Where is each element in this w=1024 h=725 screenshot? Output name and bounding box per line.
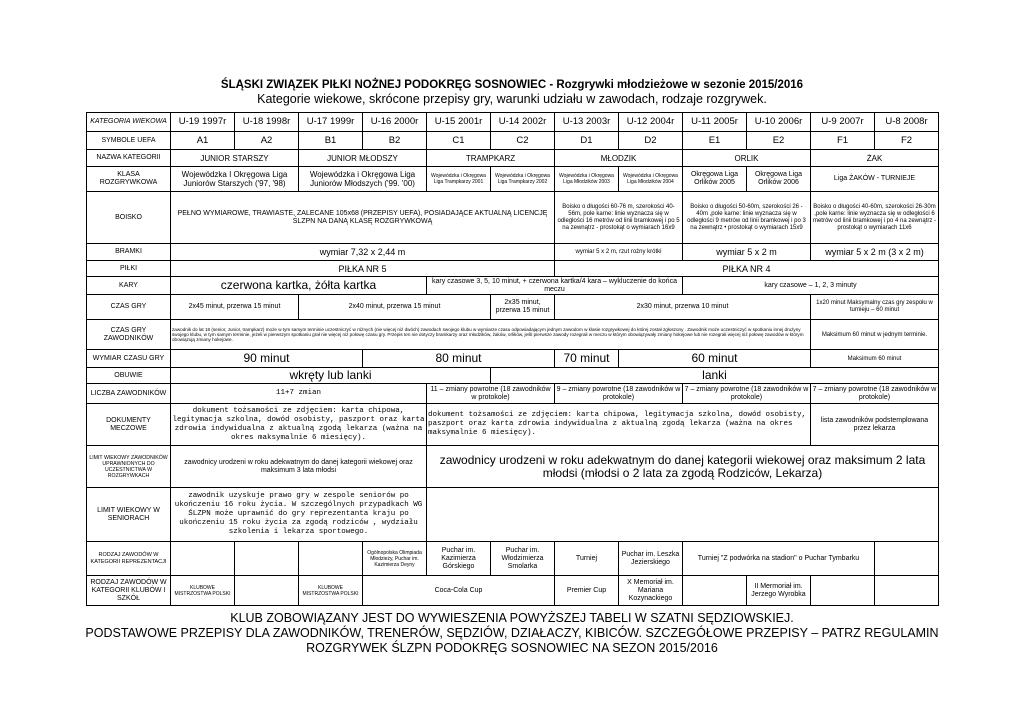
row-label: BRAMKI [87, 244, 171, 261]
czas-gry-cell: 2x45 minut, przerwa 15 minut [171, 295, 299, 320]
symbol-cell: F1 [811, 132, 875, 150]
czas-zawodnikow-cell: zawodnik do lat 18 (senior, Junior, trampkarz) może w tym samym terminie uczestniczyć w różnych (nie więcej niż dwóch) zawodach swojego klubu w wymiarze czasu odpowiadającym jednym zawodom w klasie rozgrywkowej do której został zgłoszony . Zawodnik może uczestniczyć w spotkaniu innej drużyny swojego klubu, w tym samym terminie, jeżeli w pierwszym spotkaniu grał nie więcej niż połowę czasu gry. Przepis ten nie dotyczy bramkarzy oraz młodzików, żaków, orlików, jeśli pierwsze zawody rozegrali w meczu w którym obowiązywały zmiany hokejowe lub nie rozegrali więcej niż połowę zawodów w którym obowiązują zmiany hokejowe. [171, 320, 811, 350]
row-label: LIMIT WIEKOWY W SENIORACH [87, 488, 171, 542]
bramki-cell: wymiar 7,32 x 2,44 m [171, 244, 555, 261]
klasa-cell: Okręgowa Liga Orlików 2005 [683, 167, 747, 192]
category-cell: U-19 1997r [171, 113, 235, 132]
category-cell: U-11 2005r [683, 113, 747, 132]
row-kary [87, 277, 939, 295]
boisko-cell: Boisko o długości 50-60m, szerokości 26 - 40m ,pole karne: linie wyznacza się w odległości 9 metrów od linii bramkowej i po 3 na zewnątrz • prostokąt o wymiarach 15x9 [683, 192, 811, 244]
category-cell: U-9 2007r [811, 113, 875, 132]
row-czas-gry [87, 295, 939, 320]
row-nazwa [87, 150, 939, 167]
row-liczba [87, 384, 939, 404]
symbol-cell: E1 [683, 132, 747, 150]
row-label: KATEGORIA WIEKOWA [87, 113, 171, 132]
klasa-cell: Wojewódzka i Okręgowa Liga Juniorów Młodszych ('99. '00) [299, 167, 427, 192]
symbol-cell: A1 [171, 132, 235, 150]
czas-gry-cell: 2x35 minut, przerwa 15 minut [491, 295, 555, 320]
category-name: ORLIK [683, 150, 811, 167]
category-name: JUNIOR MŁODSZY [299, 150, 427, 167]
symbol-cell: C2 [491, 132, 555, 150]
category-cell: U-14 2002r [491, 113, 555, 132]
symbol-cell: C1 [427, 132, 491, 150]
rules-table [86, 112, 939, 606]
row-label: RODZAJ ZAWODÓW W KATEGORII REPREZENTACJI [87, 542, 171, 576]
page-title: ŚLĄSKI ZWIĄZEK PIŁKI NOŻNEJ PODOKRĘG SOSNOWIEC - Rozgrywki młodzieżowe w sezonie 2015/2016 [220, 79, 804, 91]
category-name: JUNIOR STARSZY [171, 150, 299, 167]
row-label: SYMBOLE UEFA [87, 132, 171, 150]
row-symbole [87, 132, 939, 150]
wymiar-cell: 90 minut [171, 350, 363, 368]
category-cell: U-12 2004r [619, 113, 683, 132]
row-label: BOISKO [87, 192, 171, 244]
symbol-cell: B2 [363, 132, 427, 150]
document-heading [0, 78, 1024, 107]
boisko-cell: Boisko o długości 40-60m, szerokości 26-30m ,pole karne: linie wyznacza się w odległości 6 metrów od linii bramkowej i po 4 na zewnątrz - prostokąt o wymiarach 11x6 [811, 192, 939, 244]
dokumenty-cell: dokument tożsamości ze zdjęciem: karta chipowa, legitymacja szkolna, dowód osobisty, paszport oraz karta zdrowia indywidualna z aktualną zgodą lekarza (ważna na okres maksymalnie 6 miesięcy). [427, 404, 811, 446]
rodzaj-klub-cell: X Memoriał im. Mariana Kozynackiego [619, 576, 683, 606]
row-label: KLASA ROZGRYWKOWA [87, 167, 171, 192]
czas-gry-cell: 2x30 minut, przerwa 10 minut [555, 295, 811, 320]
category-name: ŻAK [811, 150, 939, 167]
czas-zawodnikow-cell: Maksimum 60 minut w jednym terminie. [811, 320, 939, 350]
rodzaj-kat-cell: Puchar im. Włodzimierza Smolarka [491, 542, 555, 576]
liczba-cell: 9 – zmiany powrotne (18 zawodników w protokole) [555, 384, 683, 404]
symbol-cell: A2 [235, 132, 299, 150]
row-limit [87, 446, 939, 488]
symbol-cell: D2 [619, 132, 683, 150]
liczba-cell: 7 – zmiany powrotne (18 zawodników w protokole) [811, 384, 939, 404]
klasa-cell: Okręgowa Liga Orlików 2006 [747, 167, 811, 192]
category-cell: U-13 2003r [555, 113, 619, 132]
category-name: TRAMPKARZ [427, 150, 555, 167]
seniorzy-cell: zawodnik uzyskuje prawo gry w zespole seniorów po ukończeniu 16 roku życia. W szczególnych przypadkach WG ŚLZPN może uprawnić do gry reprezentanta kraju po ukończeniu 15 roku życia za zgodą rodziców , wydziału szkolenia i lekarza sportowego. [171, 488, 427, 542]
wymiar-cell: 60 minut [619, 350, 811, 368]
czas-gry-cell: 1x20 minut Maksymalny czas gry zespołu w turnieju – 60 minut [811, 295, 939, 320]
bramki-cell: wymiar 5 x 2 m [683, 244, 811, 261]
row-kategoria [87, 113, 939, 132]
wymiar-cell: 80 minut [363, 350, 555, 368]
row-label: CZAS GRY [87, 295, 171, 320]
empty-cell [683, 576, 747, 606]
row-label: CZAS GRY ZAWODNIKÓW [87, 320, 171, 350]
category-cell: U-10 2006r [747, 113, 811, 132]
category-cell: U-18 1998r [235, 113, 299, 132]
row-label: OBUWIE [87, 368, 171, 384]
klasa-cell: Wojewódzka i Okręgowa Liga Trampkarzy 2002 [491, 167, 555, 192]
category-name: MŁODZIK [555, 150, 683, 167]
klasa-cell: Wojewódzka i Okręgowa Liga Młodzików 2004 [619, 167, 683, 192]
wymiar-cell: Maksimum 60 minut [811, 350, 939, 368]
symbol-cell: D1 [555, 132, 619, 150]
symbol-cell: E2 [747, 132, 811, 150]
kary-cell: kary czasowe – 1, 2, 3 minuty [683, 277, 939, 295]
row-klasa [87, 167, 939, 192]
rodzaj-klub-cell: KLUBOWE MISTRZOSTWA POLSKI [171, 576, 235, 606]
category-cell: U-16 2000r [363, 113, 427, 132]
klasa-cell: Wojewódzka i Okręgowa Liga Młodzików 2003 [555, 167, 619, 192]
footer-notice [60, 611, 964, 656]
obuwie-cell: wkręty lub lanki [171, 368, 491, 384]
category-cell: U-17 1999r [299, 113, 363, 132]
category-cell: U-8 2008r [875, 113, 939, 132]
dokumenty-cell: dokument tożsamości ze zdjęciem: karta chipowa, legitymacja szkolna, dowód osobisty, paszport oraz karta zdrowia indywidualna z aktualną zgodą lekarza (ważna na okres maksymalnie 6 miesięcy). [171, 404, 427, 446]
dokumenty-cell: lista zawodników podstemplowana przez lekarza [811, 404, 939, 446]
rodzaj-kat-cell: Puchar im. Leszka Jezierskiego [619, 542, 683, 576]
row-label: KARY [87, 277, 171, 295]
row-label: DOKUMENTY MECZOWE [87, 404, 171, 446]
row-rodzaj-klubow [87, 576, 939, 606]
footer-line: KLUB ZOBOWIĄZANY JEST DO WYWIESZENIA POWYŻSZEJ TABELI W SZATNI SĘDZIOWSKIEJ. [230, 611, 794, 625]
empty-cell [299, 542, 363, 576]
rodzaj-klub-cell: Premier Cup [555, 576, 619, 606]
boisko-cell: Boisko o długości 60-76 m, szerokości 40-56m, pole karne: linie wyznacza się w odległości 16 metrów od linii bramkowej i po 5 na zewnątrz - prostokąt o wymiarach 16x9 [555, 192, 683, 244]
row-seniorzy [87, 488, 939, 542]
empty-cell [235, 542, 299, 576]
wymiar-cell: 70 minut [555, 350, 619, 368]
row-obuwie [87, 368, 939, 384]
boisko-cell: PEŁNO WYMIAROWE, TRAWIASTE, ZALECANE 105x68 (PRZEPISY UEFA), POSIADAJĄCE AKTUALNĄ LICENCJĘ ŚLZPN NA DANĄ KLASĘ ROZGRYWKOWĄ [171, 192, 555, 244]
empty-cell [811, 576, 875, 606]
row-pilki [87, 261, 939, 277]
category-cell: U-15 2001r [427, 113, 491, 132]
rodzaj-kat-cell: Ogólnopolska Olimpiada Młodzieży, Puchar im. Kazimierza Deyny [363, 542, 427, 576]
liczba-cell: 7 – zmiany powrotne (18 zawodników w protokole) [683, 384, 811, 404]
row-label: WYMIAR CZASU GRY [87, 350, 171, 368]
rodzaj-kat-cell: Turniej [555, 542, 619, 576]
limit-cell: zawodnicy urodzeni w roku adekwatnym do danej kategorii wiekowej oraz maksimum 2 lata młodsi (młodsi o 2 lata za zgodą Rodziców, Lekarza) [427, 446, 939, 488]
row-boisko [87, 192, 939, 244]
symbol-cell: F2 [875, 132, 939, 150]
klasa-cell: Wojewódzka I Okręgowa Liga Juniorów Starszych ('97, '98) [171, 167, 299, 192]
bramki-cell: wymiar 5 x 2 m (3 x 2 m) [811, 244, 939, 261]
pilki-cell: PIŁKA NR 5 [171, 261, 555, 277]
page-subtitle: Kategorie wiekowe, skrócone przepisy gry, warunki udziału w zawodach, rodzaje rozgrywek. [257, 92, 767, 106]
rodzaj-kat-cell: Turniej "Z podwórka na stadion" o Puchar Tymbarku [683, 542, 875, 576]
seniorzy-empty-cell [427, 488, 939, 542]
empty-cell [235, 576, 299, 606]
rodzaj-klub-cell: II Mermoriał im. Jerzego Wyrobka [747, 576, 811, 606]
empty-cell [171, 542, 235, 576]
rodzaj-klub-cell: Coca-Cola Cup [363, 576, 555, 606]
row-wymiar [87, 350, 939, 368]
kary-cell: czerwona kartka, żółta kartka [171, 277, 427, 295]
limit-cell: zawodnicy urodzeni w roku adekwatnym do danej kategorii wiekowej oraz maksimum 3 lata młodsi [171, 446, 427, 488]
row-label: PIŁKI [87, 261, 171, 277]
rodzaj-klub-cell: KLUBOWE MISTRZOSTWA POLSKI [299, 576, 363, 606]
empty-cell [875, 542, 939, 576]
czas-gry-cell: 2x40 minut, przerwa 15 minut [299, 295, 491, 320]
empty-cell [875, 576, 939, 606]
row-rodzaj-kategorii [87, 542, 939, 576]
obuwie-cell: lanki [491, 368, 939, 384]
klasa-cell: Liga ŻAKÓW - TURNIEJE [811, 167, 939, 192]
pilki-cell: PIŁKA NR 4 [555, 261, 939, 277]
bramki-cell: wymiar 5 x 2 m, rzut rożny krótki [555, 244, 683, 261]
row-bramki [87, 244, 939, 261]
kary-cell: kary czasowe 3, 5, 10 minut, + czerwona kartka/4 kara – wykluczenie do końca meczu [427, 277, 683, 295]
rodzaj-kat-cell: Puchar im. Kazimierza Górskiego [427, 542, 491, 576]
row-label: LIMIT WIEKOWY ZAWODNIKÓW UPRAWNIONYCH DO UCZESTNICTWA W ROZGRYWKACH [87, 446, 171, 488]
row-label: NAZWA KATEGORII [87, 150, 171, 167]
row-dokumenty [87, 404, 939, 446]
row-czas-zawodnikow [87, 320, 939, 350]
liczba-cell: 11 – zmiany powrotne (18 zawodników w protokole) [427, 384, 555, 404]
row-label: RODZAJ ZAWODÓW W KATEGORII KLUBÓW I SZKÓŁ [87, 576, 171, 606]
liczba-cell: 11+7 zmian [171, 384, 427, 404]
row-label: LICZBA ZAWODNIKÓW [87, 384, 171, 404]
klasa-cell: Wojewódzka i Okręgowa Liga Trampkarzy 2001 [427, 167, 491, 192]
symbol-cell: B1 [299, 132, 363, 150]
footer-line: PODSTAWOWE PRZEPISY DLA ZAWODNIKÓW, TRENERÓW, SĘDZIÓW, DZIAŁACZY, KIBICÓW. SZCZEGÓŁOWE PRZEPISY – PATRZ REGULAMIN ROZGRYWEK ŚLZPN PODOKRĘG SOSNOWIEC NA SEZON 2015/2016 [85, 626, 939, 655]
